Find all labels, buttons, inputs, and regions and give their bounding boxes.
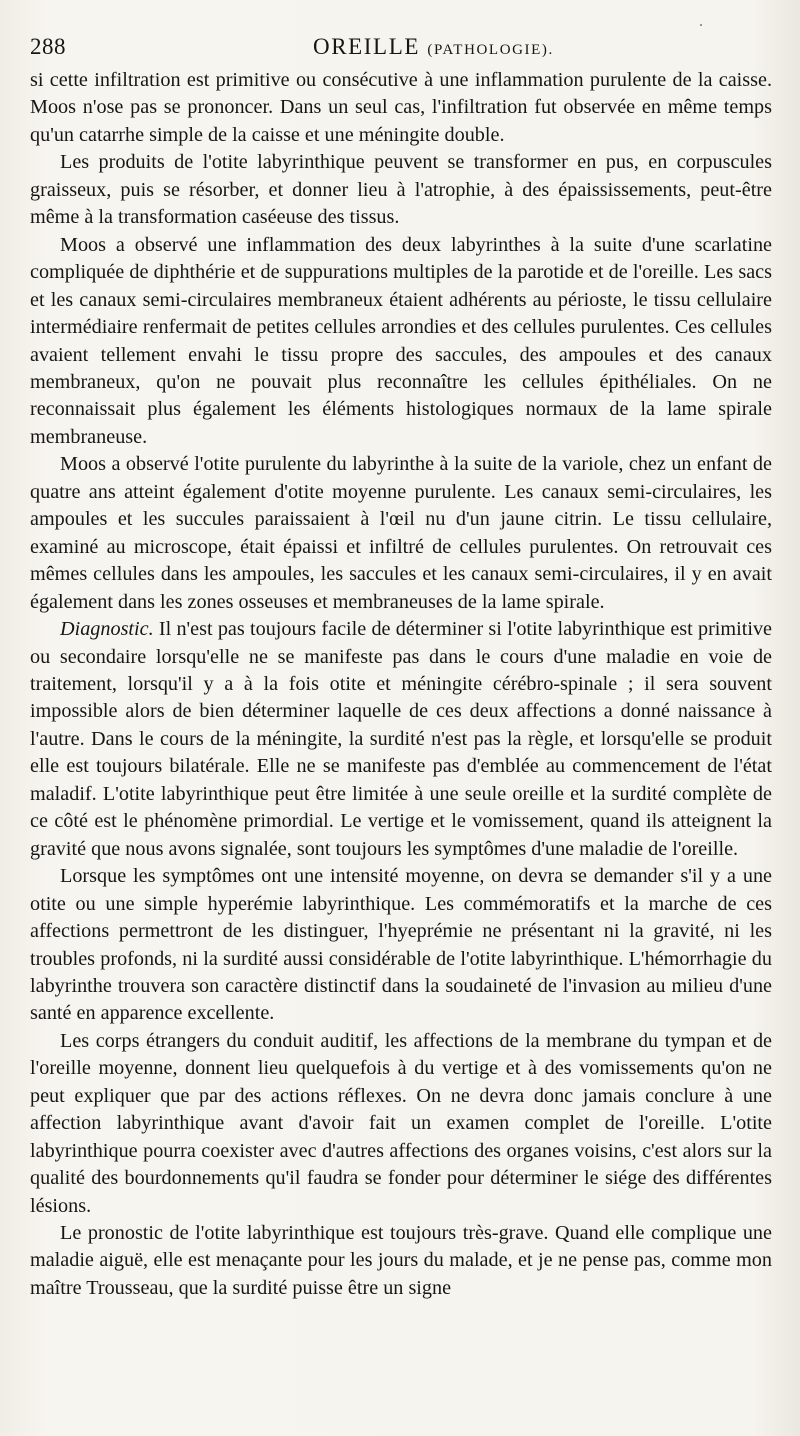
diagnostic-text: Il n'est pas toujours facile de déterminer si l'otite labyrinthique est primitive ou secondaire lorsqu'elle ne se manifeste pas dans le cours d'une maladie en voie de traitement, lorsqu'il y a à la fois otite et méningite cérébro-spinale ; il sera souvent impossible alors de bien déterminer laquelle de ces deux affections a donné naissance à l'autre. Dans le cours de la méningite, la surdité n'est pas la règle, et lorsqu'elle se produit elle est toujours bilatérale. Elle ne se manifeste pas d'emblée au commencement de l'état maladif. L'otite labyrinthique peut être limitée à une seule oreille et la surdité complète de ce côté est le phénomène primordial. Le vertige et le vomissement, quand ils atteignent la gravité que nous avons signalée, sont toujours les symptômes d'une maladie de l'oreille. <box>30 618 772 860</box>
body-text <box>30 67 772 1302</box>
paragraph-diagnostic <box>30 616 772 863</box>
paragraph-prognosis: Le pronostic de l'otite labyrinthique est toujours très-grave. Quand elle complique une maladie aiguë, elle est menaçante pour les jours du malade, et je ne pense pas, comme mon maître Trousseau, que la surdité puisse être un signe <box>30 1222 772 1299</box>
page-header <box>30 34 770 64</box>
running-title-main: OREILLE <box>313 34 421 59</box>
section-lead-diagnostic: Diagnostic. <box>60 618 154 641</box>
paragraph-moos-scarlatina: Moos a observé une inflammation des deux labyrinthes à la suite d'une scarlatine compliquée de diphthérie et de suppurations multiples de la parotide et de l'oreille. Les sacs et les canaux semi-circulaires membraneux étaient adhérents au périoste, le tissu cellulaire intermédiaire renfermait de petites cellules arrondies et des cellules purulentes. Ces cellules avaient tellement envahi le tissu propre des saccules, des ampoules et des canaux membraneux, qu'on ne pouvait plus reconnaître les cellules épithéliales. On ne reconnaissait plus également les éléments histologiques normaux de la lame spirale membraneuse. <box>30 233 772 448</box>
paragraph-symptoms: Lorsque les symptômes ont une intensité moyenne, on devra se demander s'il y a une otite ou une simple hyperémie labyrinthique. Les commémoratifs et la marche de ces affections permettront de les distinguer, l'hyeprémie ne présentant ni la gravité, ni les troubles profonds, ni la surdité aussi considérable de l'otite labyrinthique. L'hémorrhagie du labyrinthe trouvera son caractère distinctif dans la soudaineté de l'invasion au milieu d'une santé en apparence excellente. <box>30 865 772 1025</box>
running-title-subtitle: (PATHOLOGIE). <box>427 42 554 58</box>
paragraph-labyrinth-products: Les produits de l'otite labyrinthique peuvent se transformer en pus, en corpuscules graisseux, puis se résorber, et donner lieu à l'atrophie, à des épaississements, peut-être même à la transformation caséeuse des tissus. <box>30 151 772 229</box>
paragraph-foreign-bodies: Les corps étrangers du conduit auditif, les affections de la membrane du tympan et de l'oreille moyenne, donnent lieu quelquefois à du vertige et à des vomissements qu'on ne peut expliquer que par des actions réflexes. On ne devra donc jamais conclure à une affection labyrinthique avant d'avoir fait un examen complet de l'oreille. L'otite labyrinthique pourra coexister avec d'autres affections des organes voisins, c'est alors sur la qualité des bourdonnements qu'il faudra se fonder pour déterminer le siége des différentes lésions. <box>30 1029 772 1217</box>
paragraph-moos-variola: Moos a observé l'otite purulente du labyrinthe à la suite de la variole, chez un enfant de quatre ans atteint également d'otite moyenne purulente. Les canaux semi-circulaires, les ampoules et les succules paraissaient à l'œil nu d'un jaune citrin. Le tissu cellulaire, examiné au microscope, était épaissi et infiltré de cellules purulentes. On retrouvait ces mêmes cellules dans les ampoules, les saccules et les canaux semi-circulaires, il y en avait également dans les zones osseuses et membraneuses de la lame spirale. <box>30 453 772 613</box>
paragraph-continuation: si cette infiltration est primitive ou consécutive à une inflammation purulente de la caisse. Moos n'ose pas se prononcer. Dans un seul cas, l'infiltration fut observée en même temps qu'un catarrhe simple de la caisse et une méningite double. <box>30 69 772 146</box>
page-number: 288 <box>30 34 66 59</box>
print-speck <box>700 24 702 26</box>
running-title <box>313 34 554 60</box>
